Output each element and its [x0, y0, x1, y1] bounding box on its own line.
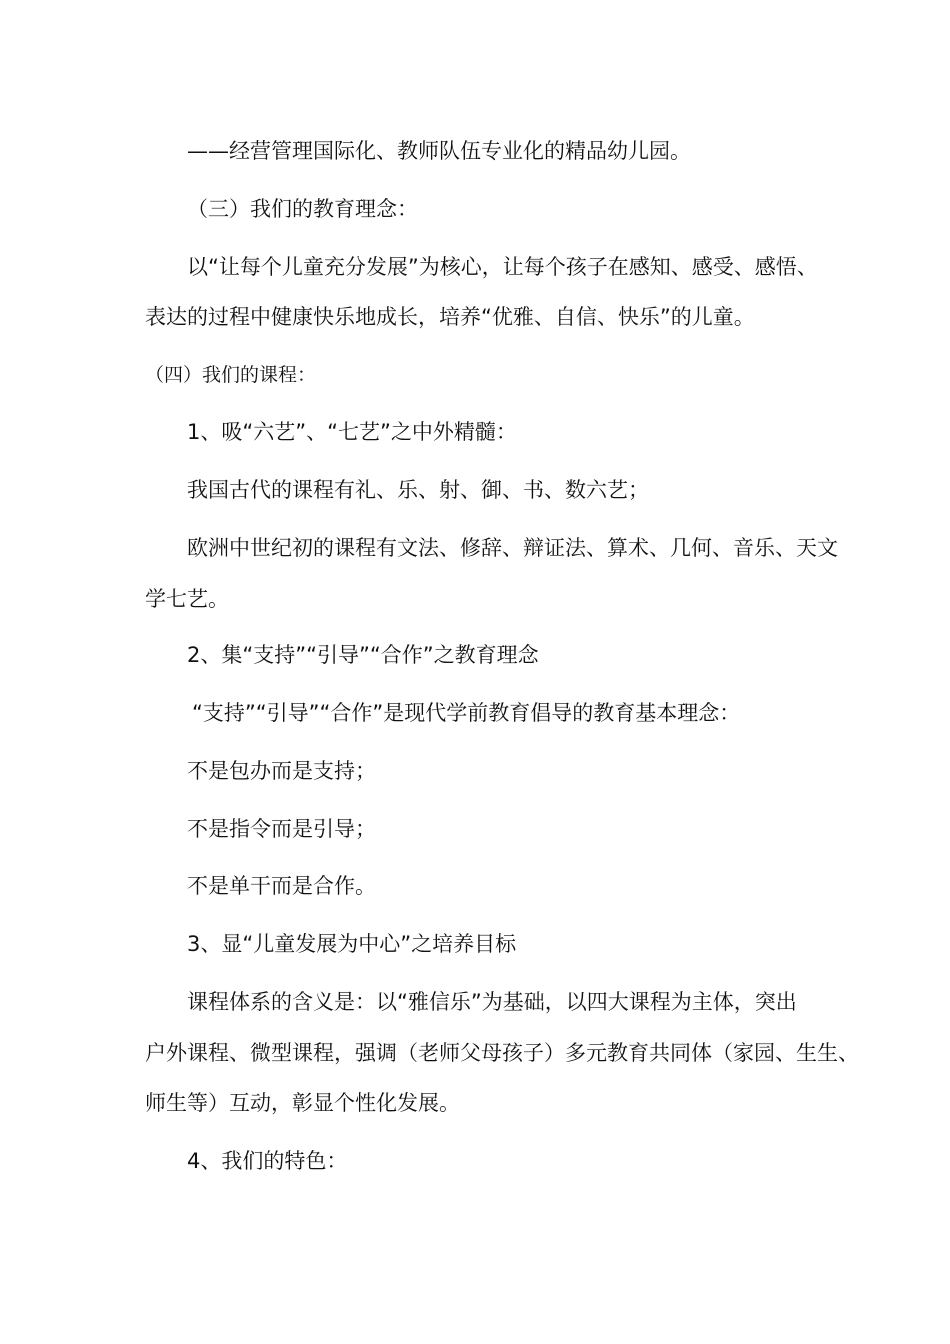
paragraph-line: 以“让每个儿童充分发展”为核心，让每个孩子在感知、感受、感悟、	[187, 255, 818, 279]
paragraph-line: 户外课程、微型课程，强调（老师父母孩子）多元教育共同体（家园、生生、	[145, 1041, 859, 1065]
paragraph-line: 我国古代的课程有礼、乐、射、御、书、数六艺；	[187, 478, 649, 502]
list-item: 不是指令而是引导；	[187, 817, 376, 841]
paragraph-line: 课程体系的含义是：以“雅信乐”为基础，以四大课程为主体，突出	[187, 990, 797, 1014]
list-item: 不是包办而是支持；	[187, 759, 376, 783]
section-heading: （三）我们的教育理念：	[187, 197, 418, 221]
paragraph-line: 学七艺。	[145, 587, 229, 611]
subsection-heading: 4、我们的特色：	[187, 1149, 348, 1173]
paragraph-line: 欧洲中世纪初的课程有文法、修辞、辩证法、算术、几何、音乐、天文	[187, 536, 838, 560]
section-heading: （四）我们的课程：	[145, 364, 317, 386]
subsection-heading: 1、吸“六艺”、“七艺”之中外精髓：	[187, 420, 517, 444]
paragraph-line: 表达的过程中健康快乐地成长，培养“优雅、自信、快乐”的儿童。	[145, 305, 755, 329]
subsection-heading: 2、集“支持”“引导”“合作”之教育理念	[187, 643, 539, 667]
paragraph-line: ——经营管理国际化、教师队伍专业化的精品幼儿园。	[187, 139, 691, 163]
paragraph-line: 师生等）互动，彰显个性化发展。	[145, 1091, 460, 1115]
list-item: 不是单干而是合作。	[187, 874, 376, 898]
subsection-heading: 3、显“儿童发展为中心”之培养目标	[187, 932, 517, 956]
paragraph-line: “支持”“引导”“合作”是现代学前教育倡导的教育基本理念：	[192, 701, 741, 725]
